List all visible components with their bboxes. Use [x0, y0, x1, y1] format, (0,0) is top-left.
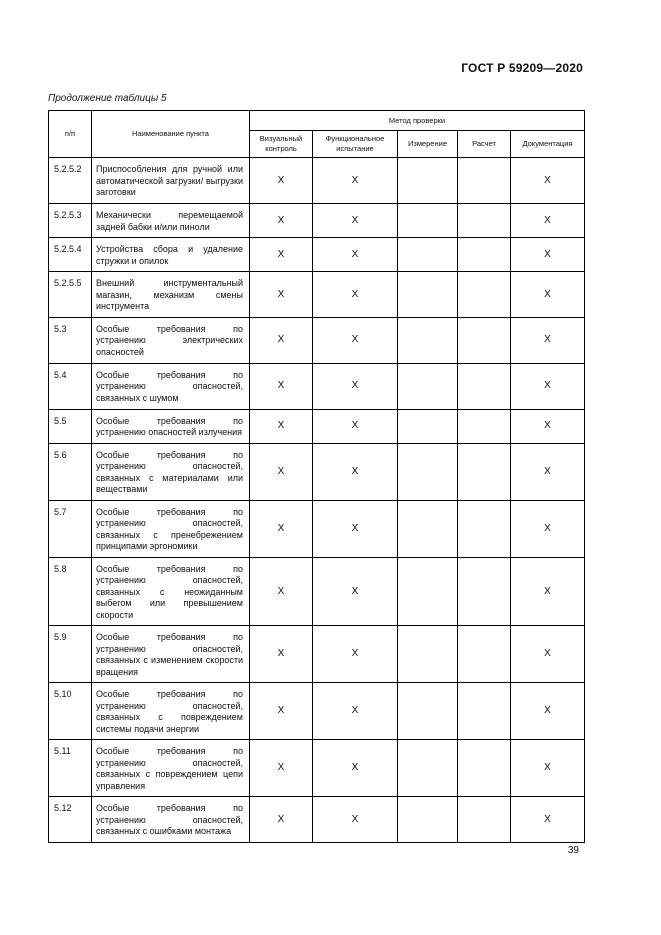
method-mark: X	[250, 740, 313, 797]
method-mark	[398, 158, 458, 204]
method-mark: X	[313, 797, 398, 843]
method-mark: X	[313, 443, 398, 500]
method-mark: X	[313, 317, 398, 363]
row-number: 5.6	[49, 443, 92, 500]
method-mark: X	[250, 363, 313, 409]
row-number: 5.9	[49, 626, 92, 683]
row-number: 5.3	[49, 317, 92, 363]
header-method-group: Метод проверки	[250, 111, 585, 131]
table-row	[49, 238, 585, 272]
row-item-name: Особые требования по устранению опасностей, связанных с ошибками монтажа	[92, 797, 250, 843]
row-item-name: Механически перемещаемой задней бабки и/или пиноли	[92, 204, 250, 238]
verification-methods-table	[48, 110, 585, 843]
header-measurement: Измерение	[398, 131, 458, 158]
method-mark: X	[313, 238, 398, 272]
method-mark	[458, 158, 511, 204]
row-number: 5.8	[49, 557, 92, 626]
method-mark	[398, 363, 458, 409]
table-row	[49, 158, 585, 204]
method-mark	[398, 557, 458, 626]
row-number: 5.2.5.5	[49, 272, 92, 318]
method-mark: X	[511, 317, 585, 363]
row-number: 5.5	[49, 409, 92, 443]
method-mark: X	[511, 204, 585, 238]
method-mark	[398, 740, 458, 797]
method-mark	[458, 272, 511, 318]
method-mark	[458, 500, 511, 557]
row-item-name: Особые требования по устранению опасностей излучения	[92, 409, 250, 443]
method-mark: X	[313, 204, 398, 238]
method-mark: X	[511, 272, 585, 318]
header-calculation: Расчет	[458, 131, 511, 158]
method-mark: X	[313, 409, 398, 443]
method-mark	[458, 557, 511, 626]
method-mark: X	[250, 626, 313, 683]
method-mark	[458, 443, 511, 500]
method-mark: X	[313, 272, 398, 318]
method-mark: X	[511, 740, 585, 797]
row-item-name: Особые требования по устранению опасностей, связанных с материалами или веществами	[92, 443, 250, 500]
row-number: 5.7	[49, 500, 92, 557]
method-mark: X	[511, 158, 585, 204]
method-mark: X	[250, 500, 313, 557]
method-mark: X	[511, 443, 585, 500]
method-mark: X	[511, 238, 585, 272]
row-number: 5.12	[49, 797, 92, 843]
method-mark	[458, 740, 511, 797]
table-row	[49, 272, 585, 318]
method-mark: X	[313, 363, 398, 409]
method-mark	[398, 683, 458, 740]
method-mark: X	[511, 683, 585, 740]
method-mark	[458, 317, 511, 363]
row-number: 5.4	[49, 363, 92, 409]
row-item-name: Особые требования по устранению опасностей, связанных с повреждением системы подачи энергии	[92, 683, 250, 740]
method-mark: X	[250, 204, 313, 238]
method-mark: X	[250, 409, 313, 443]
row-number: 5.2.5.4	[49, 238, 92, 272]
row-item-name: Особые требования по устранению опасностей, связанных с пренебрежением принципами эргономики	[92, 500, 250, 557]
page-number: 39	[567, 845, 579, 856]
method-mark	[398, 797, 458, 843]
method-mark	[398, 443, 458, 500]
method-mark	[458, 363, 511, 409]
table-row	[49, 500, 585, 557]
header-num: п/п	[49, 111, 92, 158]
table-row	[49, 443, 585, 500]
method-mark: X	[313, 500, 398, 557]
method-mark: X	[250, 443, 313, 500]
table-row	[49, 409, 585, 443]
header-visual-control: Визуальный контроль	[250, 131, 313, 158]
method-mark: X	[250, 158, 313, 204]
row-item-name: Особые требования по устранению опасностей, связанных с повреждением цепи управления	[92, 740, 250, 797]
header-functional-test: Функциональное испытание	[313, 131, 398, 158]
header-documentation: Документация	[511, 131, 585, 158]
method-mark	[458, 409, 511, 443]
row-item-name: Особые требования по устранению опасностей, связанных с шумом	[92, 363, 250, 409]
method-mark	[458, 626, 511, 683]
method-mark	[398, 317, 458, 363]
method-mark: X	[313, 740, 398, 797]
table-row	[49, 683, 585, 740]
method-mark: X	[250, 797, 313, 843]
table-row	[49, 626, 585, 683]
header-item-name: Наименование пункта	[92, 111, 250, 158]
method-mark	[398, 238, 458, 272]
standard-code: ГОСТ Р 59209—2020	[461, 61, 583, 75]
method-mark: X	[511, 797, 585, 843]
row-item-name: Особые требования по устранению опасностей, связанных с неожиданным выбегом или превышением скорости	[92, 557, 250, 626]
row-item-name: Приспособления для ручной или автоматической загрузки/ выгрузки заготовки	[92, 158, 250, 204]
method-mark	[458, 238, 511, 272]
method-mark: X	[511, 409, 585, 443]
row-number: 5.2.5.3	[49, 204, 92, 238]
row-number: 5.11	[49, 740, 92, 797]
table-row	[49, 797, 585, 843]
row-number: 5.10	[49, 683, 92, 740]
row-item-name: Особые требования по устранению опасностей, связанных с изменением скорости вращения	[92, 626, 250, 683]
method-mark	[398, 626, 458, 683]
method-mark: X	[511, 557, 585, 626]
row-item-name: Особые требования по устранению электрических опасностей	[92, 317, 250, 363]
method-mark	[398, 409, 458, 443]
table-row	[49, 740, 585, 797]
method-mark: X	[511, 626, 585, 683]
table-row	[49, 204, 585, 238]
table-row	[49, 317, 585, 363]
method-mark: X	[511, 500, 585, 557]
method-mark: X	[511, 363, 585, 409]
table-row	[49, 363, 585, 409]
method-mark	[398, 500, 458, 557]
table-caption: Продолжение таблицы 5	[48, 93, 167, 104]
method-mark: X	[313, 557, 398, 626]
row-item-name: Устройства сбора и удаление стружки и опилок	[92, 238, 250, 272]
method-mark: X	[250, 238, 313, 272]
method-mark: X	[250, 272, 313, 318]
table-row	[49, 557, 585, 626]
method-mark: X	[250, 557, 313, 626]
method-mark: X	[313, 158, 398, 204]
method-mark: X	[313, 683, 398, 740]
method-mark	[458, 683, 511, 740]
method-mark	[458, 797, 511, 843]
method-mark: X	[313, 626, 398, 683]
method-mark	[398, 272, 458, 318]
method-mark: X	[250, 683, 313, 740]
method-mark: X	[250, 317, 313, 363]
row-item-name: Внешний инструментальный магазин, механизм смены инструмента	[92, 272, 250, 318]
row-number: 5.2.5.2	[49, 158, 92, 204]
method-mark	[458, 204, 511, 238]
method-mark	[398, 204, 458, 238]
